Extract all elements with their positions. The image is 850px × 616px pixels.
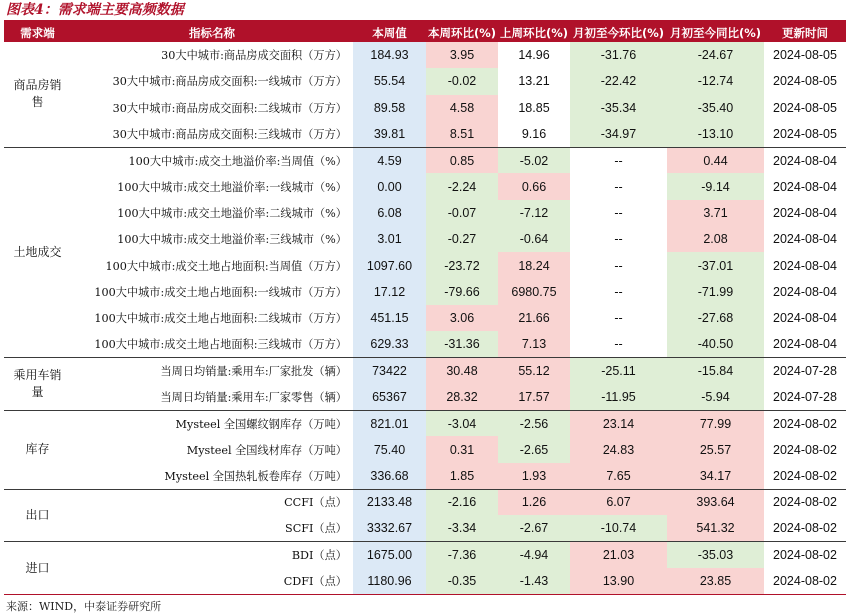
table-body: [4, 42, 846, 594]
mtd-yoy-cell: -13.10: [667, 121, 764, 147]
mtd-mom-cell: -10.74: [570, 515, 667, 541]
mtd-mom-cell: 21.03: [570, 542, 667, 568]
wow-cell: 28.32: [426, 384, 498, 410]
indicator-name-cell: 100大中城市:成交土地溢价率:当周值（%）: [71, 147, 353, 173]
mtd-yoy-cell: -5.94: [667, 384, 764, 410]
mtd-yoy-cell: -40.50: [667, 331, 764, 357]
mtd-mom-cell: 13.90: [570, 568, 667, 594]
table-row: [4, 489, 846, 515]
mtd-mom-cell: -35.34: [570, 95, 667, 121]
this-week-value-cell: 336.68: [353, 463, 426, 489]
update-time-cell: 2024-08-05: [773, 48, 837, 63]
mtd-mom-cell: --: [570, 279, 667, 305]
wow-cell: -0.27: [426, 226, 498, 252]
indicator-name-cell: 100大中城市:成交土地溢价率:二线城市（%）: [117, 206, 347, 220]
table-row: [4, 358, 846, 384]
table-row: [4, 331, 846, 357]
update-time-cell: 2024-07-28: [773, 389, 837, 404]
wow-cell: -0.35: [426, 568, 498, 594]
this-week-value-cell: 73422: [353, 358, 426, 384]
indicator-name-cell: 30大中城市:商品房成交面积（万方）: [161, 49, 347, 63]
indicator-name-cell: 30大中城市:商品房成交面积:二线城市（万方）: [112, 101, 347, 115]
indicator-name-cell: 100大中城市:成交土地溢价率:一线城市（%）: [117, 180, 347, 194]
update-time-cell: 2024-08-04: [773, 205, 837, 220]
header-mtd-yoy: 月初至今同比(%): [667, 23, 764, 42]
pwow-cell: -2.65: [498, 436, 570, 462]
category-cell: 进口: [4, 542, 71, 595]
this-week-value-cell: 75.40: [353, 436, 426, 462]
mtd-mom-cell: 6.07: [570, 489, 667, 515]
header-category: 需求端: [4, 23, 71, 42]
pwow-cell: 18.85: [498, 95, 570, 121]
table-row: [4, 147, 846, 173]
update-time-cell: 2024-08-02: [764, 542, 846, 568]
this-week-value-cell: 629.33: [353, 331, 426, 357]
pwow-cell: 0.66: [498, 173, 570, 199]
mtd-mom-cell: 24.83: [570, 436, 667, 462]
wow-cell: 30.48: [426, 358, 498, 384]
update-time-cell: 2024-08-05: [773, 74, 837, 89]
mtd-mom-cell: 7.65: [570, 463, 667, 489]
indicator-name-cell: 100大中城市:成交土地占地面积:三线城市（万方）: [94, 338, 347, 352]
category-cell: 土地成交: [4, 147, 71, 357]
wow-cell: -79.66: [426, 279, 498, 305]
pwow-cell: 6980.75: [498, 279, 570, 305]
table-row: [4, 200, 846, 226]
this-week-value-cell: 1097.60: [353, 252, 426, 278]
mtd-yoy-cell: 541.32: [667, 515, 764, 541]
wow-cell: 1.85: [426, 463, 498, 489]
update-time-cell: 2024-08-05: [773, 126, 837, 141]
mtd-yoy-cell: -12.74: [667, 68, 764, 94]
indicator-name-cell: CDFI（点）: [283, 575, 347, 589]
mtd-yoy-cell: -9.14: [667, 173, 764, 199]
header-wow: 本周环比(%): [426, 23, 498, 42]
update-time-cell: 2024-08-02: [773, 468, 837, 483]
wow-cell: -7.36: [426, 542, 498, 568]
pwow-cell: 17.57: [498, 384, 570, 410]
mtd-mom-cell: -31.76: [570, 42, 667, 68]
indicator-name-cell: 30大中城市:商品房成交面积:一线城市（万方）: [112, 75, 347, 89]
this-week-value-cell: 821.01: [353, 410, 426, 436]
pwow-cell: -2.67: [498, 515, 570, 541]
pwow-cell: 55.12: [498, 358, 570, 384]
table-row: [4, 121, 846, 147]
update-time-cell: 2024-08-02: [764, 410, 846, 436]
pwow-cell: -2.56: [498, 410, 570, 436]
wow-cell: 0.85: [426, 147, 498, 173]
indicator-name-cell: 100大中城市:成交土地占地面积:二线城市（万方）: [94, 312, 347, 326]
mtd-yoy-cell: 23.85: [667, 568, 764, 594]
this-week-value-cell: 39.81: [353, 121, 426, 147]
mtd-mom-cell: --: [570, 173, 667, 199]
table-row: [4, 384, 846, 410]
mtd-mom-cell: --: [570, 331, 667, 357]
indicator-name-cell: 当周日均销量:乘用车:厂家零售（辆）: [160, 390, 347, 404]
mtd-mom-cell: -25.11: [570, 358, 667, 384]
update-time-cell: 2024-08-04: [773, 311, 837, 326]
table-row: [4, 568, 846, 594]
update-time-cell: 2024-08-02: [773, 521, 837, 536]
table-row: [4, 173, 846, 199]
pwow-cell: -1.43: [498, 568, 570, 594]
category-cell: 乘用车销量: [4, 358, 71, 411]
update-time-cell: 2024-08-02: [764, 489, 846, 515]
table-row: [4, 515, 846, 541]
pwow-cell: 18.24: [498, 252, 570, 278]
this-week-value-cell: 184.93: [353, 42, 426, 68]
indicator-name-cell: Mysteel 全国热轧板卷库存（万吨）: [164, 469, 347, 483]
table-row: [4, 436, 846, 462]
this-week-value-cell: 0.00: [353, 173, 426, 199]
update-time-cell: 2024-08-04: [773, 337, 837, 352]
mtd-yoy-cell: -24.67: [667, 42, 764, 68]
table-row: [4, 410, 846, 436]
wow-cell: 3.06: [426, 305, 498, 331]
table-row: [4, 226, 846, 252]
indicator-name-cell: 100大中城市:成交土地占地面积:一线城市（万方）: [94, 285, 347, 299]
update-time-cell: 2024-08-04: [773, 232, 837, 247]
update-time-cell: 2024-08-05: [773, 100, 837, 115]
pwow-cell: 21.66: [498, 305, 570, 331]
wow-cell: -3.04: [426, 410, 498, 436]
pwow-cell: 13.21: [498, 68, 570, 94]
mtd-mom-cell: 23.14: [570, 410, 667, 436]
update-time-cell: 2024-08-04: [773, 284, 837, 299]
footer-rule: [4, 594, 846, 595]
wow-cell: -31.36: [426, 331, 498, 357]
this-week-value-cell: 65367: [353, 384, 426, 410]
mtd-yoy-cell: 0.44: [667, 147, 764, 173]
mtd-yoy-cell: -27.68: [667, 305, 764, 331]
mtd-yoy-cell: -35.40: [667, 95, 764, 121]
indicator-name-cell: Mysteel 全国螺纹钢库存（万吨）: [71, 410, 353, 436]
category-cell: 库存: [4, 410, 71, 489]
wow-cell: -3.34: [426, 515, 498, 541]
pwow-cell: 1.93: [498, 463, 570, 489]
wow-cell: 8.51: [426, 121, 498, 147]
mtd-yoy-cell: 25.57: [667, 436, 764, 462]
mtd-yoy-cell: 2.08: [667, 226, 764, 252]
wow-cell: -2.24: [426, 173, 498, 199]
table-row: [4, 305, 846, 331]
table-row: [4, 68, 846, 94]
this-week-value-cell: 1675.00: [353, 542, 426, 568]
mtd-mom-cell: --: [570, 305, 667, 331]
indicator-name-cell: CCFI（点）: [71, 489, 353, 515]
update-time-cell: 2024-08-04: [773, 258, 837, 273]
wow-cell: -0.07: [426, 200, 498, 226]
mtd-mom-cell: -34.97: [570, 121, 667, 147]
this-week-value-cell: 2133.48: [353, 489, 426, 515]
indicator-name-cell: BDI（点）: [71, 542, 353, 568]
table-row: [4, 279, 846, 305]
mtd-yoy-cell: 34.17: [667, 463, 764, 489]
indicator-name-cell: SCFI（点）: [285, 522, 347, 536]
chart-title: 图表4：需求端主要高频数据: [6, 2, 184, 18]
pwow-cell: -0.64: [498, 226, 570, 252]
pwow-cell: -7.12: [498, 200, 570, 226]
pwow-cell: -5.02: [498, 147, 570, 173]
indicator-name-cell: Mysteel 全国线材库存（万吨）: [186, 443, 347, 457]
pwow-cell: 7.13: [498, 331, 570, 357]
mtd-mom-cell: -22.42: [570, 68, 667, 94]
update-time-cell: 2024-08-04: [764, 147, 846, 173]
mtd-mom-cell: --: [570, 147, 667, 173]
mtd-yoy-cell: -37.01: [667, 252, 764, 278]
wow-cell: -2.16: [426, 489, 498, 515]
wow-cell: -23.72: [426, 252, 498, 278]
mtd-yoy-cell: 3.71: [667, 200, 764, 226]
this-week-value-cell: 1180.96: [353, 568, 426, 594]
indicator-name-cell: 当周日均销量:乘用车:厂家批发（辆）: [71, 358, 353, 384]
category-cell: 出口: [4, 489, 71, 542]
update-time-cell: 2024-07-28: [764, 358, 846, 384]
this-week-value-cell: 17.12: [353, 279, 426, 305]
pwow-cell: -4.94: [498, 542, 570, 568]
category-cell: 商品房销售: [13, 78, 62, 110]
mtd-yoy-cell: -71.99: [667, 279, 764, 305]
header-mtd-mom: 月初至今环比(%): [570, 23, 667, 42]
update-time-cell: 2024-08-02: [773, 442, 837, 457]
indicator-name-cell: 30大中城市:商品房成交面积:三线城市（万方）: [112, 127, 347, 141]
this-week-value-cell: 4.59: [353, 147, 426, 173]
header-prev-wow: 上周环比(%): [498, 23, 570, 42]
table-row: [4, 95, 846, 121]
wow-cell: 4.58: [426, 95, 498, 121]
header-update-time: 更新时间: [764, 23, 846, 42]
header-this-week-value: 本周值: [353, 23, 426, 42]
mtd-yoy-cell: 77.99: [667, 410, 764, 436]
indicator-name-cell: 100大中城市:成交土地溢价率:三线城市（%）: [117, 233, 347, 247]
table-row: [4, 252, 846, 278]
mtd-mom-cell: -11.95: [570, 384, 667, 410]
pwow-cell: 14.96: [498, 42, 570, 68]
this-week-value-cell: 3.01: [353, 226, 426, 252]
mtd-yoy-cell: -35.03: [667, 542, 764, 568]
table-row: [4, 463, 846, 489]
pwow-cell: 1.26: [498, 489, 570, 515]
wow-cell: 0.31: [426, 436, 498, 462]
pwow-cell: 9.16: [498, 121, 570, 147]
mtd-yoy-cell: -15.84: [667, 358, 764, 384]
this-week-value-cell: 3332.67: [353, 515, 426, 541]
this-week-value-cell: 6.08: [353, 200, 426, 226]
wow-cell: -0.02: [426, 68, 498, 94]
indicator-name-cell: 100大中城市:成交土地占地面积:当周值（万方）: [105, 259, 347, 273]
this-week-value-cell: 55.54: [353, 68, 426, 94]
table-row: [4, 42, 846, 68]
wow-cell: 3.95: [426, 42, 498, 68]
this-week-value-cell: 451.15: [353, 305, 426, 331]
this-week-value-cell: 89.58: [353, 95, 426, 121]
mtd-mom-cell: --: [570, 200, 667, 226]
mtd-yoy-cell: 393.64: [667, 489, 764, 515]
mtd-mom-cell: --: [570, 226, 667, 252]
table-row: [4, 542, 846, 568]
update-time-cell: 2024-08-04: [773, 179, 837, 194]
update-time-cell: 2024-08-02: [773, 574, 837, 589]
mtd-mom-cell: --: [570, 252, 667, 278]
header-row: [4, 23, 846, 42]
header-indicator-name: 指标名称: [71, 23, 353, 42]
data-table: [4, 23, 846, 594]
source-note: 来源：WIND，中泰证券研究所: [6, 600, 162, 613]
